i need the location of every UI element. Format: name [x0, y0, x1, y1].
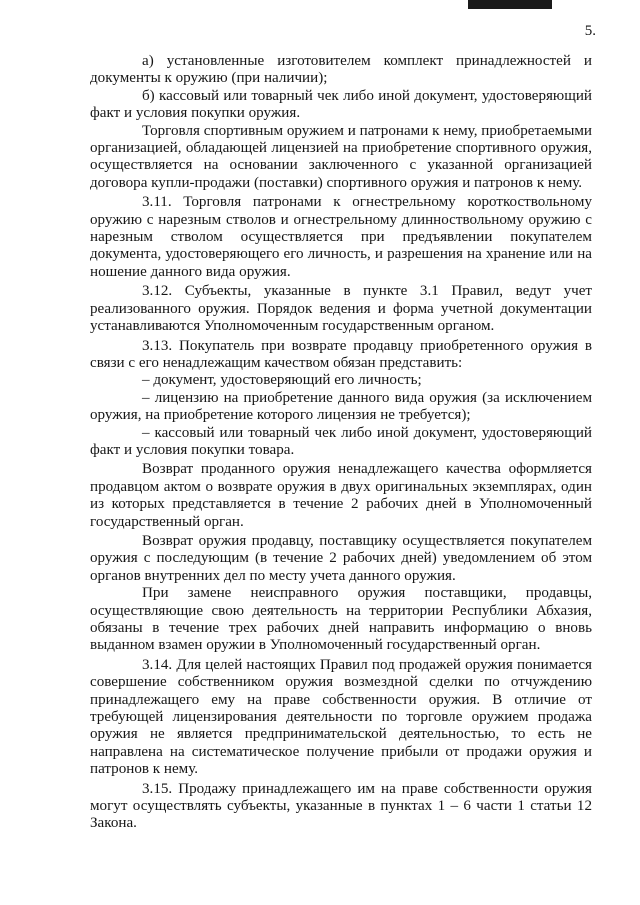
paragraph: б) кассовый или товарный чек либо иной документ, удостоверяющий факт и условия покупки оружия. — [90, 87, 592, 122]
paragraph: а) установленные изготовителем комплект принадлежностей и документы к оружию (при наличии); — [90, 53, 592, 87]
paragraph: 3.15. Продажу принадлежащего им на праве собственности оружия могут осуществлять субъекты, указанные в пунктах 1 – 6 части 1 статьи 12 Закона. — [90, 780, 592, 832]
page-number: 5. — [584, 23, 596, 39]
scan-top-mark — [468, 0, 552, 9]
paragraph: 3.14. Для целей настоящих Правил под продажей оружия понимается совершение собственником оружия возмездной сделки по отчуждению принадлежащего ему на праве собственности оружия. В отличие от требующей лицензирования деятельности по торговле оружием продажа оружия не является предпринимательской деятельностью, то есть не направлена на систематическое получение прибыли от продажи оружия и патронов к нему. — [90, 656, 592, 778]
document-body — [90, 53, 592, 833]
paragraph: Возврат проданного оружия ненадлежащего качества оформляется продавцом актом о возврате оружия в двух оригинальных экземплярах, один из которых представляется в течение 2 рабочих дней в Уполномоченный государственный орган. — [90, 461, 592, 530]
paragraph: 3.13. Покупатель при возврате продавцу приобретенного оружия в связи с его ненадлежащим качеством обязан представить: — [90, 337, 592, 371]
list-item: – кассовый или товарный чек либо иной документ, удостоверяющий факт и условия покупки товара. — [90, 424, 592, 458]
paragraph: 3.11. Торговля патронами к огнестрельному короткоствольному оружию с нарезным стволов и огнестрельному длинноствольному оружию с нарезным стволом осуществляется при предъявлении покупателем документа, удостоверяющего его личность, и разрешения на хранение или на ношение данного вида оружия. — [90, 194, 592, 280]
paragraph: 3.12. Субъекты, указанные в пункте 3.1 Правил, ведут учет реализованного оружия. Порядок ведения и форма учетной документации устанавливаются Уполномоченным государственным органом. — [90, 283, 592, 335]
list-item: – документ, удостоверяющий его личность; — [142, 372, 422, 389]
paragraph: Возврат оружия продавцу, поставщику осуществляется покупателем оружия с последующим (в течение 2 рабочих дней) уведомлением об этом органов внутренних дел по месту учета данного оружия. — [90, 532, 592, 584]
list-item: – лицензию на приобретение данного вида оружия (за исключением оружия, на приобретение которого лицензия не требуется); — [90, 389, 592, 424]
paragraph: Торговля спортивным оружием и патронами к нему, приобретаемыми организацией, обладающей лицензией на приобретение спортивного оружия, осуществляется на основании заключенного с указанной организацией договора купли-продажи (поставки) спортивного оружия и патронов к нему. — [90, 122, 592, 191]
paragraph: При замене неисправного оружия поставщики, продавцы, осуществляющие свою деятельность на территории Республики Абхазия, обязаны в течение трех рабочих дней направить информацию о вновь выданном взамен оружии в Уполномоченный государственный орган. — [90, 585, 592, 654]
